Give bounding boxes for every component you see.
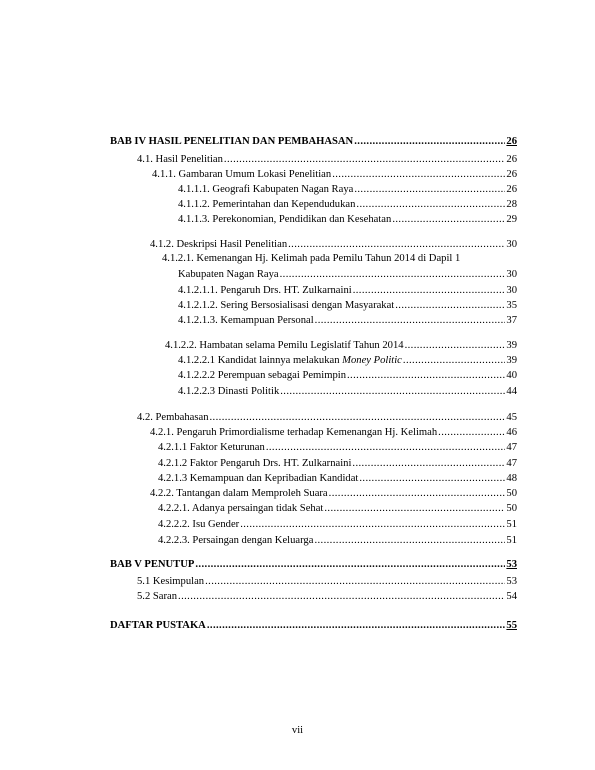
- toc-entry-4-1-1: 4.1.1. Gambaran Umum Lokasi Penelitian ..... 26: [152, 167, 517, 181]
- toc-entry-4-2-2-2: 4.2.2.2. Isu Gender ..... 51: [158, 517, 517, 531]
- toc-entry-bab-v: BAB V PENUTUP ..... 53: [110, 557, 517, 571]
- toc-entry-4-2-1-3: 4.2.1.3 Kemampuan dan Kepribadian Kandidat ..... 48: [158, 471, 517, 485]
- toc-entry-4-1-2-2-1: 4.1.2.2.1 Kandidat lainnya melakukan Money Politic ..... 39: [178, 353, 517, 367]
- toc-entry-bab-iv: BAB IV HASIL PENELITIAN DAN PEMBAHASAN ..... 26: [110, 134, 517, 148]
- toc-entry-4-1-2-2-2: 4.1.2.2.2 Perempuan sebagai Pemimpin ..... 40: [178, 368, 517, 382]
- toc-entry-4-2-1-1: 4.2.1.1 Faktor Keturunan ..... 47: [158, 440, 517, 454]
- toc-entry-4-1-1-3: 4.1.1.3. Perekonomian, Pendidikan dan Kesehatan ..... 29: [178, 212, 517, 226]
- toc-entry-5-2: 5.2 Saran ..... 54: [137, 589, 517, 603]
- toc-entry-4-2-2-3: 4.2.2.3. Persaingan dengan Keluarga ..... 51: [158, 533, 517, 547]
- toc-entry-4-2-2-1: 4.2.2.1. Adanya persaingan tidak Sehat ..... 50: [158, 501, 517, 515]
- toc-entry-4-2-1-2: 4.2.1.2 Faktor Pengaruh Drs. HT. Zulkarnaini ..... 47: [158, 456, 517, 470]
- toc-entry-4-2: 4.2. Pembahasan ..... 45: [137, 410, 517, 424]
- toc-entry-4-1: 4.1. Hasil Penelitian ..... 26: [137, 152, 517, 166]
- page-number: vii: [291, 725, 304, 736]
- toc-entry-4-1-2-2-3: 4.1.2.2.3 Dinasti Politik ..... 44: [178, 384, 517, 398]
- toc-entry-4-1-2-2: 4.1.2.2. Hambatan selama Pemilu Legislatif Tahun 2014 ..... 39: [165, 338, 517, 352]
- toc-entry-4-1-1-2: 4.1.1.2. Pemerintahan dan Kependudukan ..... 28: [178, 197, 517, 211]
- toc-entry-5-1: 5.1 Kesimpulan ..... 53: [137, 574, 517, 588]
- toc-entry-4-1-2-1-3: 4.1.2.1.3. Kemampuan Personal ..... 37: [178, 313, 517, 327]
- toc-entry-4-1-2: 4.1.2. Deskripsi Hasil Penelitian ..... 30: [150, 237, 517, 251]
- toc-entry-daftar-pustaka: DAFTAR PUSTAKA ..... 55: [110, 618, 517, 632]
- toc-entry-4-2-2: 4.2.2. Tantangan dalam Memproleh Suara ..... 50: [150, 486, 517, 500]
- toc-entry-4-1-2-1: Kabupaten Nagan Raya ..... 30: [178, 267, 517, 281]
- toc-entry-4-1-2-1-2: 4.1.2.1.2. Sering Bersosialisasi dengan Masyarakat ..... 35: [178, 298, 517, 312]
- toc-entry-4-1-2-1-line1: 4.1.2.1. Kemenangan Hj. Kelimah pada Pemilu Tahun 2014 di Dapil 1: [162, 253, 461, 264]
- toc-entry-4-1-2-1-1: 4.1.2.1.1. Pengaruh Drs. HT. Zulkarnaini ..... 30: [178, 283, 517, 297]
- toc-entry-4-1-1-1: 4.1.1.1. Geografi Kabupaten Nagan Raya ..... 26: [178, 182, 517, 196]
- toc-entry-4-2-1: 4.2.1. Pengaruh Primordialisme terhadap Kemenangan Hj. Kelimah ..... 46: [150, 425, 517, 439]
